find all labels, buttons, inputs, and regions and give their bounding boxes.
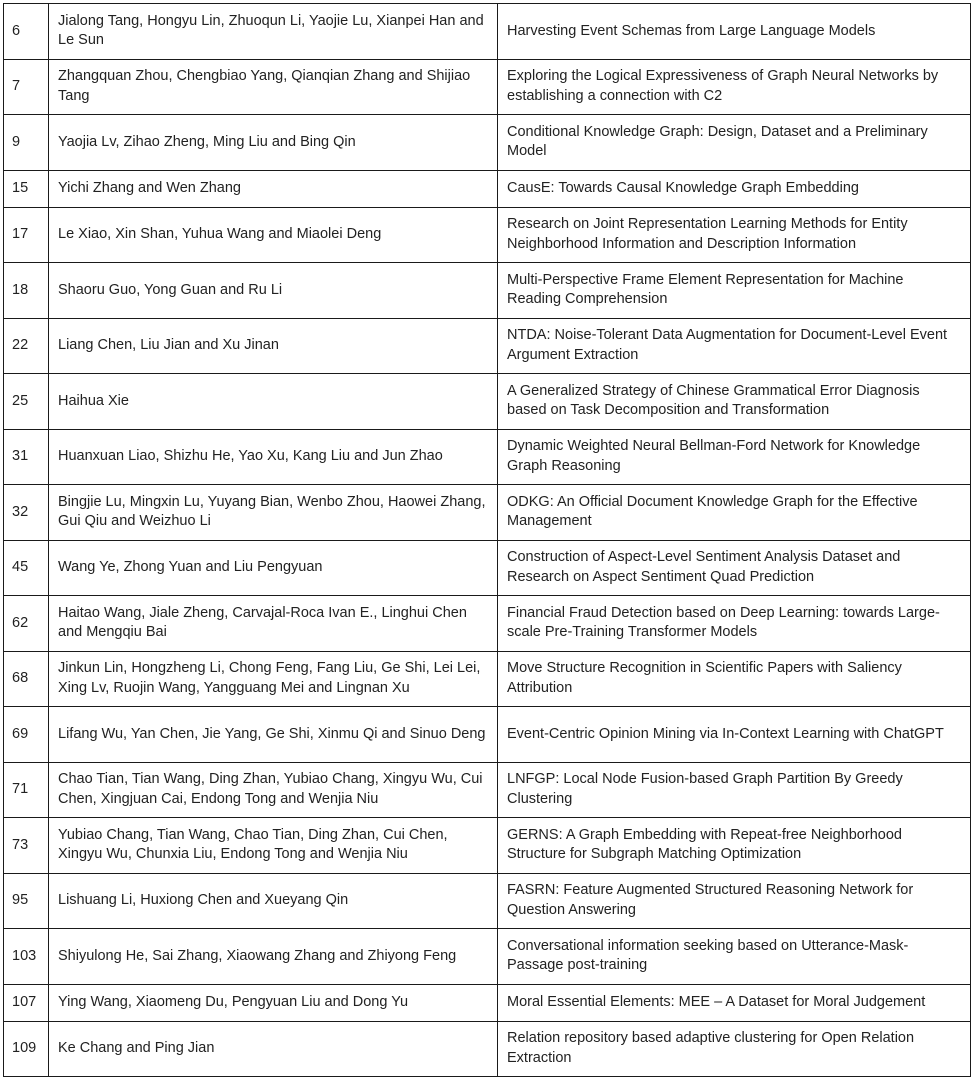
paper-id: 71	[4, 762, 49, 818]
paper-title: A Generalized Strategy of Chinese Grammatical Error Diagnosis based on Task Decomposition and Transformation	[498, 374, 971, 430]
table-row	[4, 762, 971, 818]
paper-title: Dynamic Weighted Neural Bellman-Ford Network for Knowledge Graph Reasoning	[498, 429, 971, 485]
paper-id: 25	[4, 374, 49, 430]
paper-authors: Jialong Tang, Hongyu Lin, Zhuoqun Li, Yaojie Lu, Xianpei Han and Le Sun	[49, 4, 498, 60]
paper-title: FASRN: Feature Augmented Structured Reasoning Network for Question Answering	[498, 873, 971, 929]
paper-id: 32	[4, 485, 49, 541]
table-row	[4, 170, 971, 207]
table-row	[4, 207, 971, 263]
paper-title: Financial Fraud Detection based on Deep Learning: towards Large-scale Pre-Training Transformer Models	[498, 596, 971, 652]
paper-authors: Ying Wang, Xiaomeng Du, Pengyuan Liu and Dong Yu	[49, 984, 498, 1021]
paper-id: 103	[4, 929, 49, 985]
table-row	[4, 263, 971, 319]
paper-authors: Shaoru Guo, Yong Guan and Ru Li	[49, 263, 498, 319]
paper-title: Conversational information seeking based on Utterance-Mask-Passage post-training	[498, 929, 971, 985]
table-row	[4, 929, 971, 985]
paper-title: Multi-Perspective Frame Element Representation for Machine Reading Comprehension	[498, 263, 971, 319]
table-row	[4, 818, 971, 874]
table-row	[4, 59, 971, 115]
table-row	[4, 707, 971, 763]
paper-authors: Yichi Zhang and Wen Zhang	[49, 170, 498, 207]
paper-authors: Le Xiao, Xin Shan, Yuhua Wang and Miaolei Deng	[49, 207, 498, 263]
table-row	[4, 4, 971, 60]
table-row	[4, 651, 971, 707]
paper-id: 109	[4, 1021, 49, 1077]
paper-id: 107	[4, 984, 49, 1021]
paper-title: CausE: Towards Causal Knowledge Graph Embedding	[498, 170, 971, 207]
paper-id: 7	[4, 59, 49, 115]
table-row	[4, 1021, 971, 1077]
paper-id: 95	[4, 873, 49, 929]
paper-authors: Haitao Wang, Jiale Zheng, Carvajal-Roca Ivan E., Linghui Chen and Mengqiu Bai	[49, 596, 498, 652]
paper-title: Moral Essential Elements: MEE – A Dataset for Moral Judgement	[498, 984, 971, 1021]
paper-authors: Shiyulong He, Sai Zhang, Xiaowang Zhang and Zhiyong Feng	[49, 929, 498, 985]
paper-authors: Huanxuan Liao, Shizhu He, Yao Xu, Kang Liu and Jun Zhao	[49, 429, 498, 485]
paper-title: Event-Centric Opinion Mining via In-Context Learning with ChatGPT	[498, 707, 971, 763]
paper-authors: Jinkun Lin, Hongzheng Li, Chong Feng, Fang Liu, Ge Shi, Lei Lei, Xing Lv, Ruojin Wang, Yangguang Mei and Lingnan Xu	[49, 651, 498, 707]
table-row	[4, 429, 971, 485]
paper-title: NTDA: Noise-Tolerant Data Augmentation for Document-Level Event Argument Extraction	[498, 318, 971, 374]
paper-id: 17	[4, 207, 49, 263]
paper-title: Exploring the Logical Expressiveness of Graph Neural Networks by establishing a connection with C2	[498, 59, 971, 115]
paper-authors: Yubiao Chang, Tian Wang, Chao Tian, Ding Zhan, Cui Chen, Xingyu Wu, Chunxia Liu, Endong Tong and Wenjia Niu	[49, 818, 498, 874]
paper-id: 22	[4, 318, 49, 374]
papers-table-body	[4, 4, 971, 1077]
table-row	[4, 485, 971, 541]
paper-title: Research on Joint Representation Learning Methods for Entity Neighborhood Information and Description Information	[498, 207, 971, 263]
paper-title: Move Structure Recognition in Scientific Papers with Saliency Attribution	[498, 651, 971, 707]
paper-authors: Lifang Wu, Yan Chen, Jie Yang, Ge Shi, Xinmu Qi and Sinuo Deng	[49, 707, 498, 763]
paper-id: 9	[4, 115, 49, 171]
paper-authors: Zhangquan Zhou, Chengbiao Yang, Qianqian Zhang and Shijiao Tang	[49, 59, 498, 115]
table-row	[4, 873, 971, 929]
table-row	[4, 115, 971, 171]
paper-id: 6	[4, 4, 49, 60]
table-row	[4, 318, 971, 374]
paper-title: LNFGP: Local Node Fusion-based Graph Partition By Greedy Clustering	[498, 762, 971, 818]
paper-title: Construction of Aspect-Level Sentiment Analysis Dataset and Research on Aspect Sentiment Quad Prediction	[498, 540, 971, 596]
paper-title: Relation repository based adaptive clustering for Open Relation Extraction	[498, 1021, 971, 1077]
paper-id: 31	[4, 429, 49, 485]
paper-id: 62	[4, 596, 49, 652]
paper-authors: Liang Chen, Liu Jian and Xu Jinan	[49, 318, 498, 374]
paper-authors: Wang Ye, Zhong Yuan and Liu Pengyuan	[49, 540, 498, 596]
table-row	[4, 374, 971, 430]
paper-id: 18	[4, 263, 49, 319]
paper-title: ODKG: An Official Document Knowledge Graph for the Effective Management	[498, 485, 971, 541]
paper-id: 69	[4, 707, 49, 763]
paper-authors: Lishuang Li, Huxiong Chen and Xueyang Qin	[49, 873, 498, 929]
paper-authors: Haihua Xie	[49, 374, 498, 430]
paper-title: GERNS: A Graph Embedding with Repeat-free Neighborhood Structure for Subgraph Matching Optimization	[498, 818, 971, 874]
paper-title: Conditional Knowledge Graph: Design, Dataset and a Preliminary Model	[498, 115, 971, 171]
paper-id: 68	[4, 651, 49, 707]
paper-id: 45	[4, 540, 49, 596]
table-row	[4, 540, 971, 596]
table-row	[4, 596, 971, 652]
paper-authors: Ke Chang and Ping Jian	[49, 1021, 498, 1077]
paper-id: 73	[4, 818, 49, 874]
paper-id: 15	[4, 170, 49, 207]
paper-authors: Chao Tian, Tian Wang, Ding Zhan, Yubiao Chang, Xingyu Wu, Cui Chen, Xingjuan Cai, Endong Tong and Wenjia Niu	[49, 762, 498, 818]
paper-title: Harvesting Event Schemas from Large Language Models	[498, 4, 971, 60]
paper-authors: Bingjie Lu, Mingxin Lu, Yuyang Bian, Wenbo Zhou, Haowei Zhang, Gui Qiu and Weizhuo Li	[49, 485, 498, 541]
papers-table	[3, 3, 971, 1077]
paper-authors: Yaojia Lv, Zihao Zheng, Ming Liu and Bing Qin	[49, 115, 498, 171]
table-row	[4, 984, 971, 1021]
